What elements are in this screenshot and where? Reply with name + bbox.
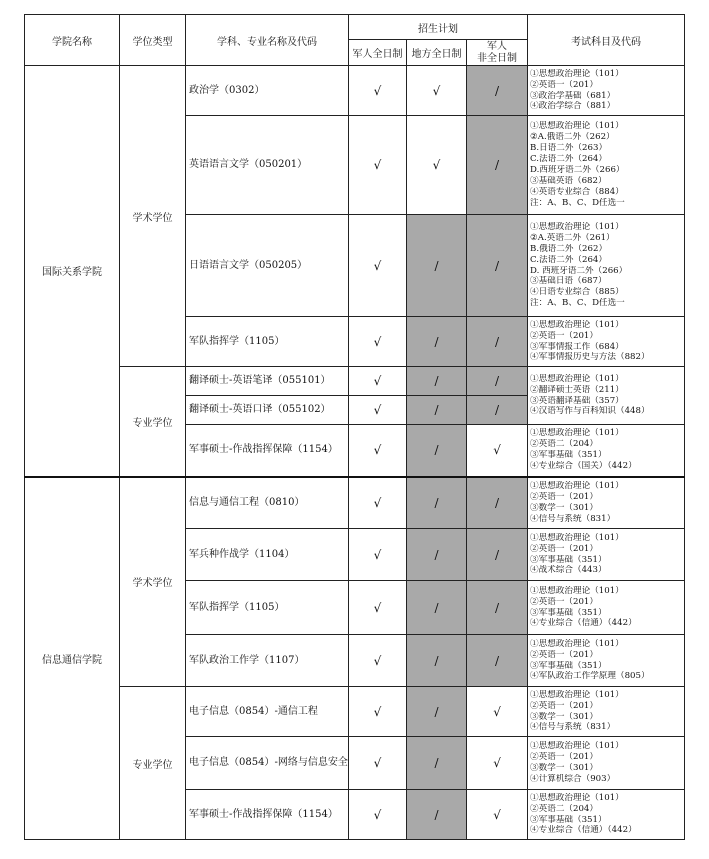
header-plan-military-parttime: 军人 非全日制 bbox=[467, 40, 528, 66]
plan-military-parttime: √ bbox=[467, 790, 528, 840]
exam-subject-line: ④英语专业综合（884） bbox=[530, 186, 624, 197]
exam-subject-line: ④专业综合（国关）（442） bbox=[530, 461, 637, 472]
exam-subject-line: ③军事基础（351） bbox=[530, 607, 607, 618]
plan-military-parttime: / bbox=[467, 477, 528, 529]
plan-military-parttime: √ bbox=[467, 687, 528, 737]
plan-military-fulltime: √ bbox=[349, 790, 407, 840]
exam-subject-line: ①思想政治理论（101） bbox=[530, 373, 624, 384]
plan-military-parttime: / bbox=[467, 581, 528, 635]
exam-subjects bbox=[528, 215, 685, 317]
exam-subject-line: ①思想政治理论（101） bbox=[530, 68, 624, 79]
exam-subject-line: 注：A、B、C、D任选一 bbox=[530, 298, 625, 309]
exam-subjects bbox=[528, 66, 685, 116]
plan-civilian-fulltime: / bbox=[407, 687, 467, 737]
exam-subject-line: ④汉语写作与百科知识（448） bbox=[530, 406, 650, 417]
exam-subjects bbox=[528, 367, 685, 425]
exam-subjects bbox=[528, 737, 685, 790]
header-plan-civilian-fulltime: 地方全日制 bbox=[407, 40, 467, 66]
plan-military-fulltime: √ bbox=[349, 396, 407, 425]
exam-subject-line: ③基础英语（682） bbox=[530, 175, 607, 186]
plan-military-fulltime: √ bbox=[349, 116, 407, 215]
exam-subjects bbox=[528, 790, 685, 840]
major-name: 军事硕士-作战指挥保障（1154） bbox=[186, 425, 349, 477]
plan-military-parttime: √ bbox=[467, 425, 528, 477]
plan-military-fulltime: √ bbox=[349, 737, 407, 790]
exam-subject-line: ②A.俄语二外（262） bbox=[530, 132, 615, 143]
major-name: 翻译硕士-英语口译（055102） bbox=[186, 396, 349, 425]
degree-type: 学术学位 bbox=[120, 66, 186, 367]
exam-subjects bbox=[528, 317, 685, 367]
exam-subject-line: ④日语专业综合（885） bbox=[530, 287, 624, 298]
plan-civilian-fulltime: / bbox=[407, 317, 467, 367]
plan-civilian-fulltime: / bbox=[407, 635, 467, 687]
exam-subject-line: ④专业综合（信通）（442） bbox=[530, 618, 637, 629]
exam-subjects bbox=[528, 687, 685, 737]
exam-subject-line: ③英语翻译基础（357） bbox=[530, 395, 624, 406]
header-major: 学科、专业名称及代码 bbox=[186, 15, 349, 66]
degree-type: 学术学位 bbox=[120, 477, 186, 687]
exam-subject-line: ②英语一（201） bbox=[530, 700, 598, 711]
exam-subject-line: D. 西班牙语二外（266） bbox=[530, 265, 628, 276]
exam-subject-line: ②翻译硕士英语（211） bbox=[530, 384, 624, 395]
plan-military-parttime: / bbox=[467, 66, 528, 116]
exam-subjects bbox=[528, 425, 685, 477]
exam-subject-line: ③数学一（301） bbox=[530, 502, 598, 513]
exam-subject-line: ②英语一（201） bbox=[530, 543, 598, 554]
major-name: 电子信息（0854）-通信工程 bbox=[186, 687, 349, 737]
exam-subject-line: ④专业综合（信通）（442） bbox=[530, 825, 637, 836]
major-name: 翻译硕士-英语笔译（055101） bbox=[186, 367, 349, 396]
plan-military-parttime: / bbox=[467, 367, 528, 396]
plan-military-parttime: / bbox=[467, 116, 528, 215]
exam-subjects bbox=[528, 529, 685, 581]
exam-subject-line: ①思想政治理论（101） bbox=[530, 480, 624, 491]
plan-military-parttime: √ bbox=[467, 737, 528, 790]
plan-military-fulltime: √ bbox=[349, 317, 407, 367]
major-name: 电子信息（0854）-网络与信息安全 bbox=[186, 737, 349, 790]
exam-subject-line: C.法语二外（264） bbox=[530, 254, 607, 265]
exam-subject-line: ①思想政治理论（101） bbox=[530, 532, 624, 543]
plan-military-fulltime: √ bbox=[349, 66, 407, 116]
plan-military-parttime: / bbox=[467, 635, 528, 687]
plan-civilian-fulltime: √ bbox=[407, 66, 467, 116]
plan-military-parttime: / bbox=[467, 215, 528, 317]
exam-subject-line: ②A.英语二外（261） bbox=[530, 232, 615, 243]
header-plan: 招生计划 bbox=[349, 15, 528, 40]
college-name: 信息通信学院 bbox=[25, 477, 120, 840]
exam-subject-line: ①思想政治理论（101） bbox=[530, 638, 624, 649]
exam-subject-line: ③基础日语（687） bbox=[530, 276, 607, 287]
exam-subject-line: ①思想政治理论（101） bbox=[530, 585, 624, 596]
exam-subjects bbox=[528, 477, 685, 529]
exam-subject-line: ①思想政治理论（101） bbox=[530, 428, 624, 439]
table-row bbox=[25, 367, 685, 396]
degree-type: 专业学位 bbox=[120, 367, 186, 477]
header-college: 学院名称 bbox=[25, 15, 120, 66]
plan-civilian-fulltime: / bbox=[407, 790, 467, 840]
major-name: 政治学（0302） bbox=[186, 66, 349, 116]
degree-type: 专业学位 bbox=[120, 687, 186, 840]
exam-subject-line: ②英语一（201） bbox=[530, 491, 598, 502]
exam-subject-line: ②英语一（201） bbox=[530, 79, 598, 90]
plan-military-fulltime: √ bbox=[349, 477, 407, 529]
exam-subject-line: ③军事基础（351） bbox=[530, 554, 607, 565]
exam-subject-line: ④战术综合（443） bbox=[530, 565, 607, 576]
plan-military-fulltime: √ bbox=[349, 529, 407, 581]
major-name: 日语语言文学（050205） bbox=[186, 215, 349, 317]
exam-subject-line: ②英语二（204） bbox=[530, 439, 598, 450]
exam-subjects bbox=[528, 581, 685, 635]
exam-subject-line: C.法语二外（264） bbox=[530, 154, 607, 165]
major-name: 信息与通信工程（0810） bbox=[186, 477, 349, 529]
plan-military-parttime: / bbox=[467, 529, 528, 581]
exam-subject-line: ④计算机综合（903） bbox=[530, 773, 616, 784]
major-name: 军队政治工作学（1107） bbox=[186, 635, 349, 687]
exam-subject-line: ④信号与系统（831） bbox=[530, 513, 616, 524]
plan-civilian-fulltime: √ bbox=[407, 116, 467, 215]
exam-subject-line: ④军队政治工作学原理（805） bbox=[530, 671, 650, 682]
table-row bbox=[25, 66, 685, 116]
exam-subject-line: B.俄语二外（262） bbox=[530, 243, 608, 254]
plan-civilian-fulltime: / bbox=[407, 425, 467, 477]
admissions-table bbox=[24, 14, 685, 840]
table-row bbox=[25, 477, 685, 529]
exam-subject-line: ①思想政治理论（101） bbox=[530, 221, 624, 232]
exam-subject-line: ③军事基础（351） bbox=[530, 450, 607, 461]
header-exam: 考试科目及代码 bbox=[528, 15, 685, 66]
exam-subject-line: ③军事基础（351） bbox=[530, 814, 607, 825]
table-row bbox=[25, 687, 685, 737]
plan-military-fulltime: √ bbox=[349, 215, 407, 317]
college-name: 国际关系学院 bbox=[25, 66, 120, 477]
exam-subject-line: ④政治学综合（881） bbox=[530, 101, 616, 112]
plan-civilian-fulltime: / bbox=[407, 367, 467, 396]
header-plan-military-fulltime: 军人全日制 bbox=[349, 40, 407, 66]
exam-subject-line: ①思想政治理论（101） bbox=[530, 121, 624, 132]
exam-subject-line: ①思想政治理论（101） bbox=[530, 319, 624, 330]
exam-subject-line: ②英语一（201） bbox=[530, 596, 598, 607]
exam-subjects bbox=[528, 635, 685, 687]
major-name: 军兵种作战学（1104） bbox=[186, 529, 349, 581]
plan-military-parttime: / bbox=[467, 396, 528, 425]
exam-subject-line: ③军事基础（351） bbox=[530, 660, 607, 671]
plan-military-fulltime: √ bbox=[349, 635, 407, 687]
exam-subject-line: ④军事情报历史与方法（882） bbox=[530, 352, 650, 363]
exam-subject-line: ②英语一（201） bbox=[530, 330, 598, 341]
plan-civilian-fulltime: / bbox=[407, 581, 467, 635]
plan-military-fulltime: √ bbox=[349, 687, 407, 737]
header-degree-type: 学位类型 bbox=[120, 15, 186, 66]
plan-civilian-fulltime: / bbox=[407, 529, 467, 581]
exam-subject-line: ③数学一（301） bbox=[530, 763, 598, 773]
exam-subject-line: ②英语一（201） bbox=[530, 752, 598, 763]
plan-civilian-fulltime: / bbox=[407, 215, 467, 317]
plan-civilian-fulltime: / bbox=[407, 737, 467, 790]
major-name: 军队指挥学（1105） bbox=[186, 317, 349, 367]
plan-military-fulltime: √ bbox=[349, 581, 407, 635]
plan-military-fulltime: √ bbox=[349, 367, 407, 396]
major-name: 军队指挥学（1105） bbox=[186, 581, 349, 635]
exam-subject-line: ①思想政治理论（101） bbox=[530, 741, 624, 752]
exam-subject-line: ③数学一（301） bbox=[530, 711, 598, 722]
exam-subject-line: ②英语二（204） bbox=[530, 803, 598, 814]
plan-military-parttime: / bbox=[467, 317, 528, 367]
exam-subject-line: ①思想政治理论（101） bbox=[530, 792, 624, 803]
major-name: 军事硕士-作战指挥保障（1154） bbox=[186, 790, 349, 840]
plan-military-fulltime: √ bbox=[349, 425, 407, 477]
exam-subject-line: B.日语二外（263） bbox=[530, 143, 608, 154]
exam-subjects bbox=[528, 116, 685, 215]
exam-subject-line: ③政治学基础（681） bbox=[530, 90, 616, 101]
plan-civilian-fulltime: / bbox=[407, 477, 467, 529]
exam-subject-line: D.西班牙语二外（266） bbox=[530, 165, 625, 175]
exam-subject-line: ②英语一（201） bbox=[530, 649, 598, 660]
major-name: 英语语言文学（050201） bbox=[186, 116, 349, 215]
exam-subject-line: ①思想政治理论（101） bbox=[530, 689, 624, 700]
plan-civilian-fulltime: / bbox=[407, 396, 467, 425]
exam-subject-line: 注：A、B、C、D任选一 bbox=[530, 197, 625, 208]
exam-subject-line: ④信号与系统（831） bbox=[530, 722, 616, 733]
exam-subject-line: ③军事情报工作（684） bbox=[530, 341, 624, 352]
